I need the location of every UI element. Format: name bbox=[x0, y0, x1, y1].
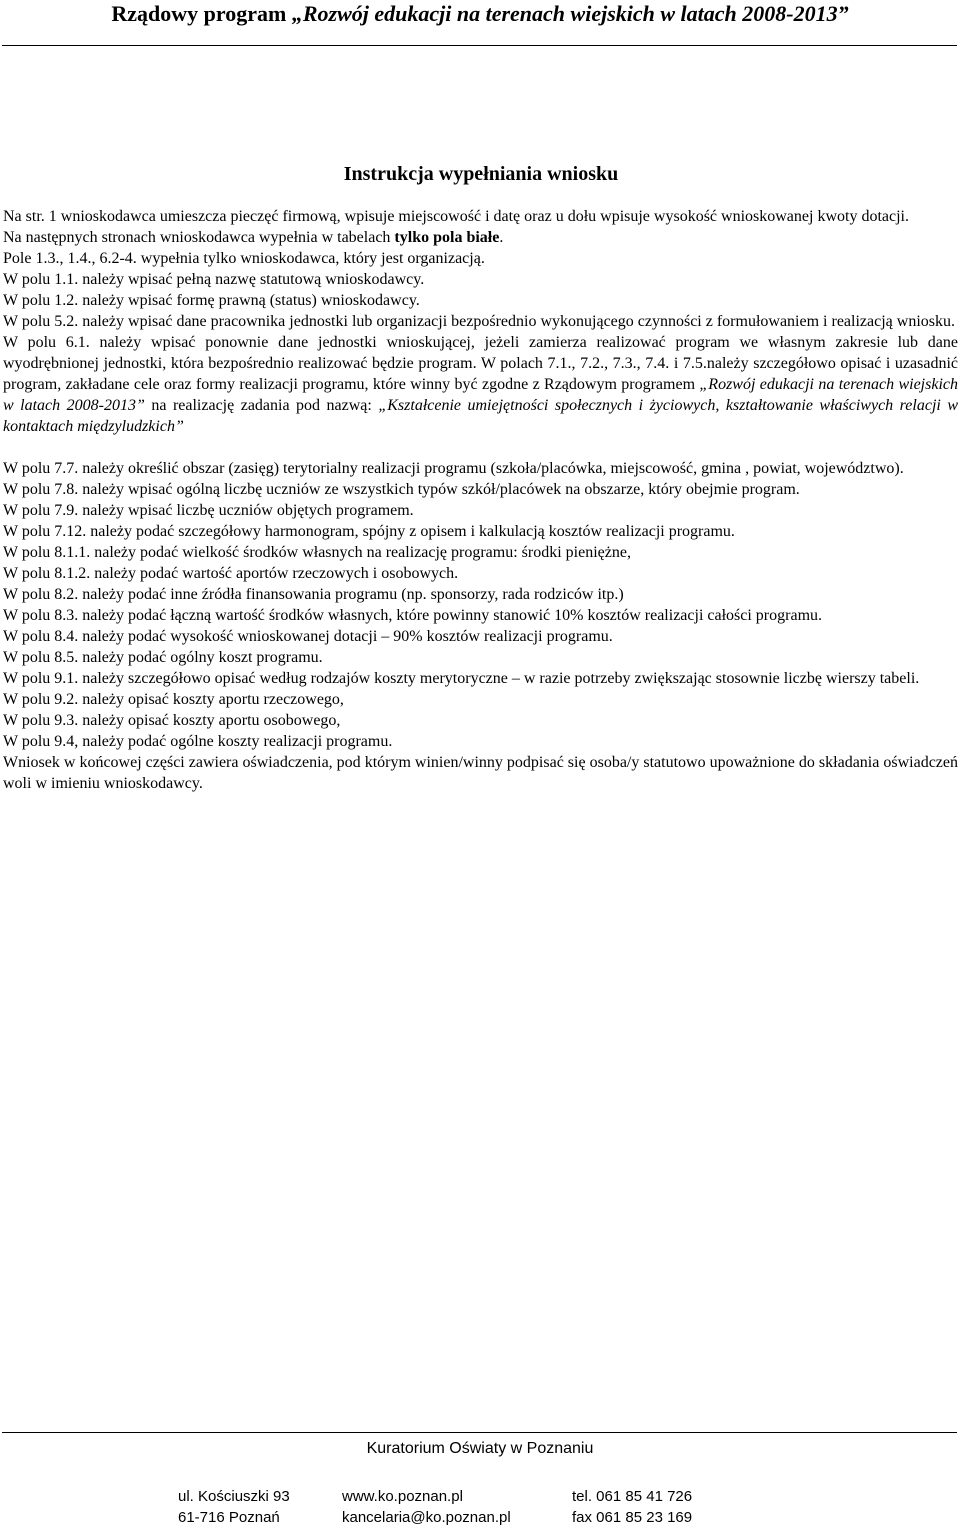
header-title bbox=[0, 1, 960, 27]
paragraph: W polu 8.2. należy podać inne źródła finansowania programu (np. sponsorzy, rada rodziców itp.) bbox=[3, 586, 624, 603]
paragraph: W polu 1.1. należy wpisać pełną nazwę statutową wnioskodawcy. bbox=[3, 271, 425, 288]
footer-organization: Kuratorium Oświaty w Poznaniu bbox=[366, 1440, 594, 1457]
document-body bbox=[3, 206, 958, 794]
paragraph: Na str. 1 wnioskodawca umieszcza pieczęć firmową, wpisuje miejscowość i datę oraz u dołu wpisuje wysokość wnioskowanej kwoty dotacji. bbox=[3, 208, 909, 225]
paragraph: Na następnych stronach wnioskodawca wypełnia w tabelach tylko pola białe. bbox=[3, 229, 504, 246]
paragraph: W polu 7.12. należy podać szczegółowy harmonogram, spójny z opisem i kalkulacją kosztów realizacji programu. bbox=[3, 523, 735, 540]
header-rule bbox=[2, 45, 957, 46]
document-title: Instrukcja wypełniania wniosku bbox=[343, 163, 619, 185]
paragraph: W polu 8.1.1. należy podać wielkość środków własnych na realizację programu: środki pieniężne, bbox=[3, 544, 631, 561]
footer-email-link[interactable]: kancelaria@ko.poznan.pl bbox=[342, 1509, 511, 1526]
header-title-prefix: Rządowy program bbox=[111, 1, 292, 26]
paragraph: W polu 9.1. należy szczegółowo opisać według rodzajów koszty merytoryczne – w razie potrzeby zwiększając stosownie liczbę wierszy tabeli. bbox=[3, 670, 920, 687]
paragraph: W polu 1.2. należy wpisać formę prawną (status) wnioskodawcy. bbox=[3, 292, 420, 309]
footer-rule bbox=[2, 1432, 957, 1433]
paragraph: W polu 7.9. należy wpisać liczbę uczniów objętych programem. bbox=[3, 502, 414, 519]
paragraph: W polu 8.1.2. należy podać wartość aportów rzeczowych i osobowych. bbox=[3, 565, 459, 582]
paragraph: W polu 9.4, należy podać ogólne koszty realizacji programu. bbox=[3, 733, 393, 750]
paragraph: W polu 7.7. należy określić obszar (zasięg) terytorialny realizacji programu (szkoła/placówka, miejscowość, gmina , powiat, województwo). bbox=[3, 460, 904, 477]
footer-city: 61-716 Poznań bbox=[178, 1509, 280, 1526]
paragraph: Pole 1.3., 1.4., 6.2-4. wypełnia tylko wnioskodawca, który jest organizacją. bbox=[3, 250, 485, 267]
header-title-program: „Rozwój edukacji na terenach wiejskich w latach 2008-2013” bbox=[291, 1, 849, 26]
footer-fax: fax 061 85 23 169 bbox=[572, 1509, 693, 1526]
footer-phone: tel. 061 85 41 726 bbox=[572, 1488, 693, 1505]
paragraph: W polu 8.4. należy podać wysokość wnioskowanej dotacji – 90% kosztów realizacji programu. bbox=[3, 628, 613, 645]
footer-street: ul. Kościuszki 93 bbox=[178, 1488, 290, 1505]
paragraph: W polu 6.1. należy wpisać ponownie dane jednostki wnioskującej, jeżeli zamierza realizować program we własnym zakresie lub dane wyodrębnionej jednostki, która bezpośrednio realizować będzie program. W polach 7.1., 7.2., 7.3., 7.4. i 7.5.należy szczegółowo opisać i uzasadnić program, zakładane cele oraz formy realizacji programu, które winny być zgodne z Rządowym programem „Rozwój edukacji na terenach wiejskich w latach 2008-2013” na realizację zadania pod nazwą: „Kształcenie umiejętności społecznych i życiowych, kształtowanie właściwych relacji w kontaktach międzyludzkich” bbox=[3, 334, 959, 435]
page-header bbox=[0, 0, 960, 27]
paragraph: W polu 8.3. należy podać łączną wartość środków własnych, które powinny stanowić 10% kosztów realizacji całości programu. bbox=[3, 607, 823, 624]
paragraph: W polu 8.5. należy podać ogólny koszt programu. bbox=[3, 649, 323, 666]
footer-website-link[interactable]: www.ko.poznan.pl bbox=[342, 1488, 463, 1505]
paragraph: W polu 5.2. należy wpisać dane pracownika jednostki lub organizacji bezpośrednio wykonującego czynności z formułowaniem i realizacją wniosku. bbox=[3, 313, 955, 330]
paragraph: Wniosek w końcowej części zawiera oświadczenia, pod którym winien/winny podpisać się osoba/y statutowo upoważnione do składania oświadczeń woli w imieniu wnioskodawcy. bbox=[3, 754, 958, 792]
paragraph: W polu 9.2. należy opisać koszty aportu rzeczowego, bbox=[3, 691, 344, 708]
paragraph: W polu 7.8. należy wpisać ogólną liczbę uczniów ze wszystkich typów szkół/placówek na obszarze, który obejmie program. bbox=[3, 481, 800, 498]
paragraph: W polu 9.3. należy opisać koszty aportu osobowego, bbox=[3, 712, 341, 729]
